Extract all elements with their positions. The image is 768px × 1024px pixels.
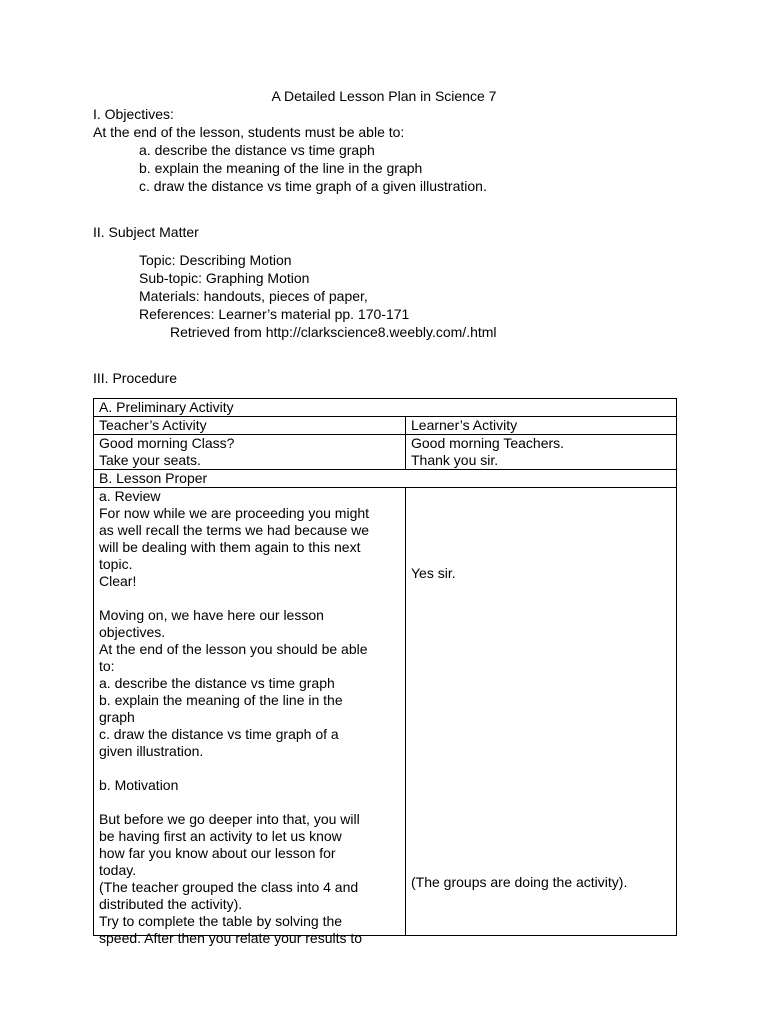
document-title: A Detailed Lesson Plan in Science 7 (271, 88, 497, 104)
materials-line: Materials: handouts, pieces of paper, (139, 288, 368, 304)
table-row (94, 417, 677, 435)
learner-greeting-cell: Good morning Teachers. Thank you sir. (406, 435, 677, 470)
table-row (94, 435, 677, 470)
lesson-teacher-text: a. Review For now while we are proceeding you might as well recall the terms we had because we will be dealing with them again to this next topic. Clear! Moving on, we have here our lesson objectives. At the end of the lesson you should be able to: a. describe the distance vs time graph b. explain the meaning of the line in the graph c. draw the distance vs time graph of a given illustration. b. Motivation But before we go deeper into that, you will be having first an activity to let us know how far you know about our lesson for today. (The teacher grouped the class into 4 and distributed the activity). Try to complete the table by solving the speed. After then you relate your results to (99, 488, 370, 946)
teacher-greeting-cell: Good morning Class? Take your seats. (94, 435, 406, 470)
retrieved-line: Retrieved from http://clarkscience8.weebly.com/.html (170, 324, 497, 340)
objective-item: a. describe the distance vs time graph (139, 142, 375, 158)
table-row (94, 470, 677, 488)
references-line: References: Learner’s material pp. 170-171 (139, 306, 410, 322)
objectives-heading: I. Objectives: (93, 106, 174, 122)
subject-matter-heading: II. Subject Matter (93, 224, 199, 240)
procedure-heading: III. Procedure (93, 370, 178, 386)
learner-activity-header: Learner’s Activity (406, 417, 677, 435)
preliminary-activity-cell: A. Preliminary Activity (94, 399, 677, 417)
table-row (94, 488, 677, 936)
lesson-proper-cell: B. Lesson Proper (94, 470, 677, 488)
lesson-teacher-cell (94, 488, 406, 946)
table-row (94, 399, 677, 417)
objectives-intro: At the end of the lesson, students must be able to: (93, 124, 405, 140)
teacher-activity-header: Teacher’s Activity (94, 417, 406, 435)
subtopic-line: Sub-topic: Graphing Motion (139, 270, 310, 286)
learner-response-activity: (The groups are doing the activity). (411, 874, 628, 890)
objective-item: b. explain the meaning of the line in the graph (139, 160, 423, 176)
objective-item: c. draw the distance vs time graph of a given illustration. (139, 178, 487, 194)
learner-response-yes: Yes sir. (411, 565, 456, 581)
procedure-table (93, 398, 677, 946)
topic-line: Topic: Describing Motion (139, 252, 292, 268)
lesson-learner-cell (406, 488, 677, 936)
